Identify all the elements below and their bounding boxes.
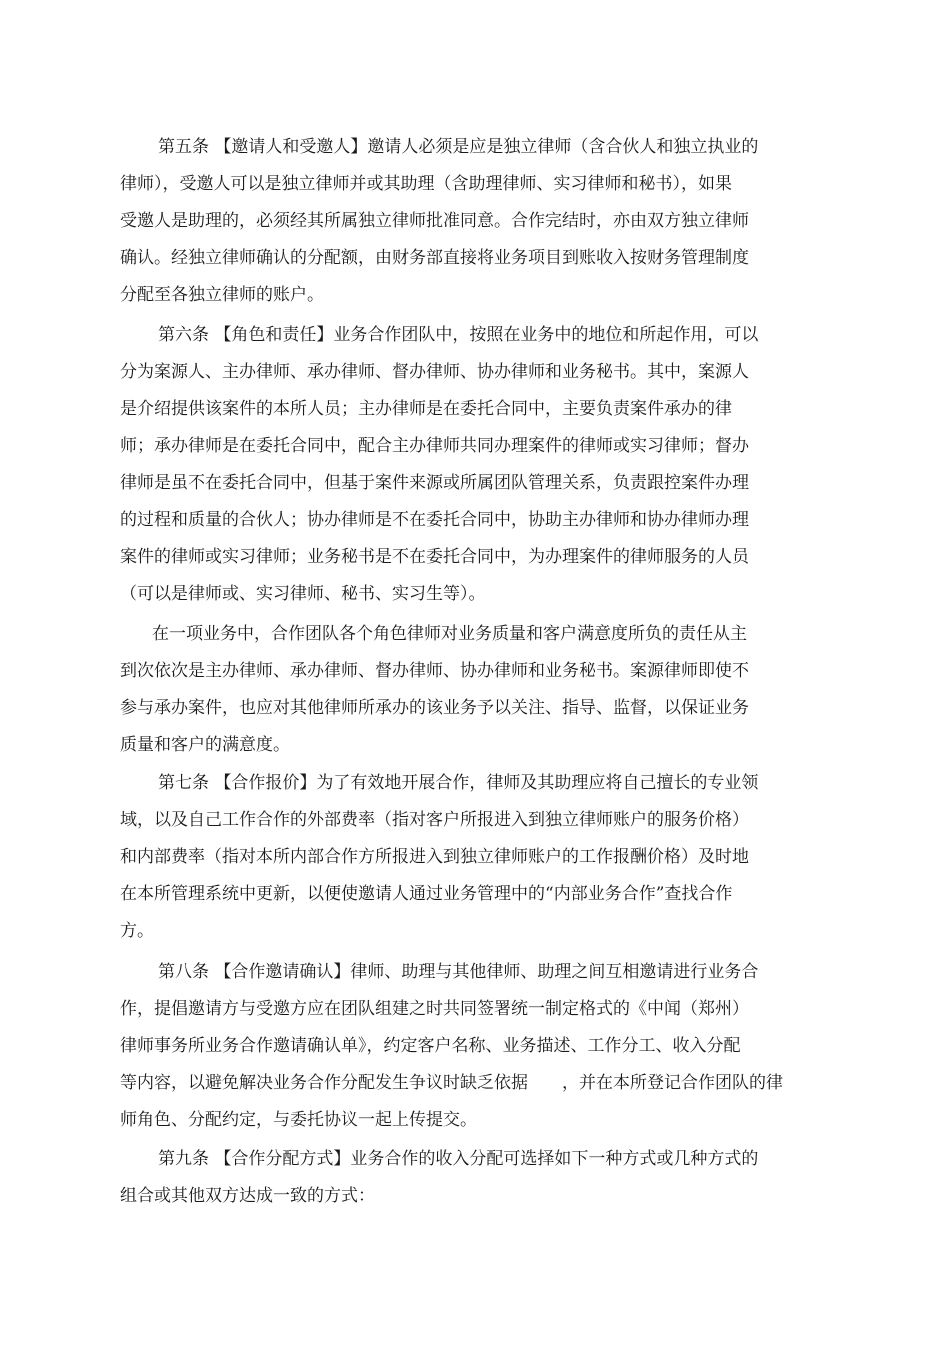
article-8-line-5: 师角色、分配约定，与委托协议一起上传提交。 [120,1110,477,1130]
responsibility-line-1: 在一项业务中，合作团队各个角色律师对业务质量和客户满意度所负的责任从主 [152,624,747,644]
article-7-line-3: 和内部费率（指对本所内部合作方所报进入到独立律师账户的工作报酬价格）及时地 [120,847,749,867]
responsibility-line-2: 到次依次是主办律师、承办律师、督办律师、协办律师和业务秘书。案源律师即使不 [120,661,749,681]
article-8-line-4: 等内容，以避免解决业务合作分配发生争议时缺乏依据 ，并在本所登记合作团队的律 [120,1073,783,1093]
article-8-line-3: 律师事务所业务合作邀请确认单》，约定客户名称、业务描述、工作分工、收入分配 [120,1036,741,1056]
article-5-line-4: 确认。经独立律师确认的分配额，由财务部直接将业务项目到账收入按财务管理制度 [120,248,749,268]
article-9-line-1: 第九条 【合作分配方式】业务合作的收入分配可选择如下一种方式或几种方式的 [158,1149,759,1169]
article-9-line-2: 组合或其他双方达成一致的方式： [120,1186,375,1206]
responsibility-line-3: 参与承办案件，也应对其他律师所承办的该业务予以关注、指导、监督，以保证业务 [120,698,749,718]
article-6-line-8: （可以是律师或、实习律师、秘书、实习生等）。 [120,584,486,604]
article-5-line-5: 分配至各独立律师的账户。 [120,285,324,305]
article-6-line-1: 第六条 【角色和责任】业务合作团队中，按照在业务中的地位和所起作用，可以 [158,325,759,345]
article-7-line-4: 在本所管理系统中更新，以便使邀请人通过业务管理中的“内部业务合作”查找合作 [120,884,733,904]
article-6-line-3: 是介绍提供该案件的本所人员；主办律师是在委托合同中，主要负责案件承办的律 [120,399,732,419]
article-8-line-2: 作，提倡邀请方与受邀方应在团队组建之时共同签署统一制定格式的《中闻（郑州） [120,999,749,1019]
article-6-line-4: 师；承办律师是在委托合同中，配合主办律师共同办理案件的律师或实习律师；督办 [120,436,749,456]
article-7-line-5: 方。 [120,921,154,941]
article-5-line-2: 律师），受邀人可以是独立律师并或其助理（含助理律师、实习律师和秘书），如果 [120,174,732,194]
article-6-line-5: 律师是虽不在委托合同中，但基于案件来源或所属团队管理关系，负责跟控案件办理 [120,473,749,493]
article-5-line-1: 第五条 【邀请人和受邀人】邀请人必须是应是独立律师（含合伙人和独立执业的 [158,137,759,157]
article-7-line-2: 域，以及自己工作合作的外部费率（指对客户所报进入到独立律师账户的服务价格） [120,810,749,830]
article-6-line-7: 案件的律师或实习律师；业务秘书是不在委托合同中，为办理案件的律师服务的人员 [120,547,749,567]
article-6-line-6: 的过程和质量的合伙人；协办律师是不在委托合同中，协助主办律师和协办律师办理 [120,510,749,530]
article-8-line-1: 第八条 【合作邀请确认】律师、助理与其他律师、助理之间互相邀请进行业务合 [158,962,759,982]
article-5-line-3: 受邀人是助理的，必须经其所属独立律师批准同意。合作完结时，亦由双方独立律师 [120,211,749,231]
responsibility-line-4: 质量和客户的满意度。 [120,735,290,755]
article-6-line-2: 分为案源人、主办律师、承办律师、督办律师、协办律师和业务秘书。其中，案源人 [120,362,749,382]
article-7-line-1: 第七条 【合作报价】为了有效地开展合作，律师及其助理应将自己擅长的专业领 [158,773,759,793]
